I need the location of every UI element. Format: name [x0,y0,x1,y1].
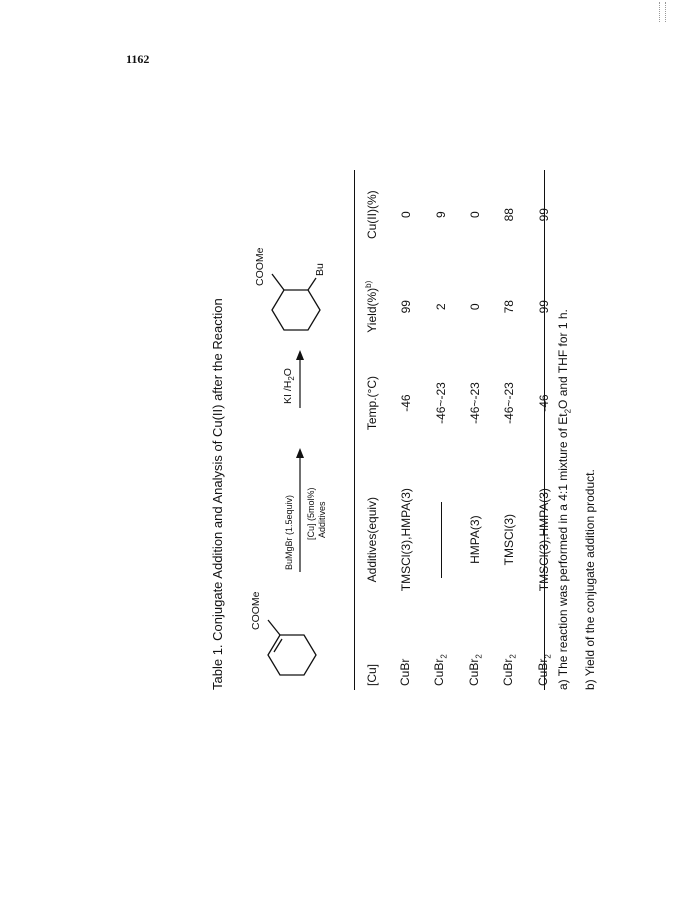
ester-bond [268,620,280,635]
cell-yield: 78 [502,300,517,314]
cell-temp: -46~-23 [502,382,517,424]
cell-cu2: 99 [536,208,551,222]
scheme-catalyst: [Cu] (5mol%) [306,487,316,540]
cell-temp: -46 [536,394,551,412]
header-temp: Temp.(°C) [364,375,379,431]
reaction-scheme [228,130,328,690]
table-caption: Table 1. Conjugate Addition and Analysis of Cu(II) after the Reaction [210,298,225,690]
scheme-reagent: BuMgBr (1.5equiv) [284,494,294,570]
cell-cu: CuBr$_2$ [501,654,518,686]
cell-additives-none [423,452,457,627]
cell-cu: CuBr$_2$ [432,654,449,686]
no-additive-dash [441,502,442,578]
cyclohexene-ring [268,635,316,675]
cell-temp: -46~-23 [467,382,482,424]
rotated-table-block [210,130,598,690]
arrow-head [296,448,304,458]
page-number: 1162 [126,52,150,66]
arrow-head [296,350,304,360]
cyclohexane-ring [272,290,320,330]
header-cu2: Cu(II)(%) [364,190,379,240]
table-row [389,170,423,690]
cell-additives: TMSCl(3),HMPA(3) [399,488,414,592]
cell-cu2: 0 [399,211,414,219]
scheme-substituent: COOMe [250,591,262,630]
cell-additives: TMSCl(3),HMPA(3) [536,488,551,592]
header-cu: [Cu] [364,663,379,686]
table-row [458,170,492,690]
cell-yield: 99 [536,300,551,314]
table-row [492,170,526,690]
table-top-rule [354,170,355,690]
cell-yield: 99 [399,300,414,314]
cell-temp: -46 [399,394,414,412]
cell-cu: CuBr$_2$ [466,654,484,686]
results-table [360,170,561,690]
table-header-row [360,170,389,690]
double-bond [274,639,282,652]
cell-cu2: 0 [467,211,482,219]
scheme-additives: Additives [317,501,327,538]
ester-bond [272,274,284,290]
footnote-a: a) The reaction was performed in a 4:1 mixture of $Et_2O$ and THF for 1 h. [556,309,573,690]
cell-temp: -46~-23 [433,382,448,424]
cell-cu2: 9 [433,211,448,219]
cell-yield: 2 [433,303,448,311]
table-footnotes [552,309,601,690]
butyl-bond [308,278,316,290]
cell-additives: TMSCl(3) [502,513,517,566]
scheme-quench: KI $/H_2O$ [282,368,297,404]
scheme-product-alkyl: Bu [314,263,326,276]
footnote-b: b) Yield of the conjugate addition product. [583,469,598,690]
cell-cu: CuBr$_2$ [535,654,552,686]
table-row [423,170,457,690]
cell-additives: HMPA(3) [467,515,482,564]
scheme-product-ester: COOMe [254,247,266,286]
table-bottom-rule [544,170,545,690]
header-additives: Additives(equiv) [364,496,379,583]
cell-cu: CuBr [398,658,412,686]
scan-edge-mark [659,2,661,22]
scheme-drawing [228,130,328,690]
cell-cu2: 88 [502,208,517,222]
cell-yield: 0 [467,303,482,311]
header-yield: Yield(%)$^{b)}$ [364,280,379,333]
scan-edge-mark [665,2,667,22]
